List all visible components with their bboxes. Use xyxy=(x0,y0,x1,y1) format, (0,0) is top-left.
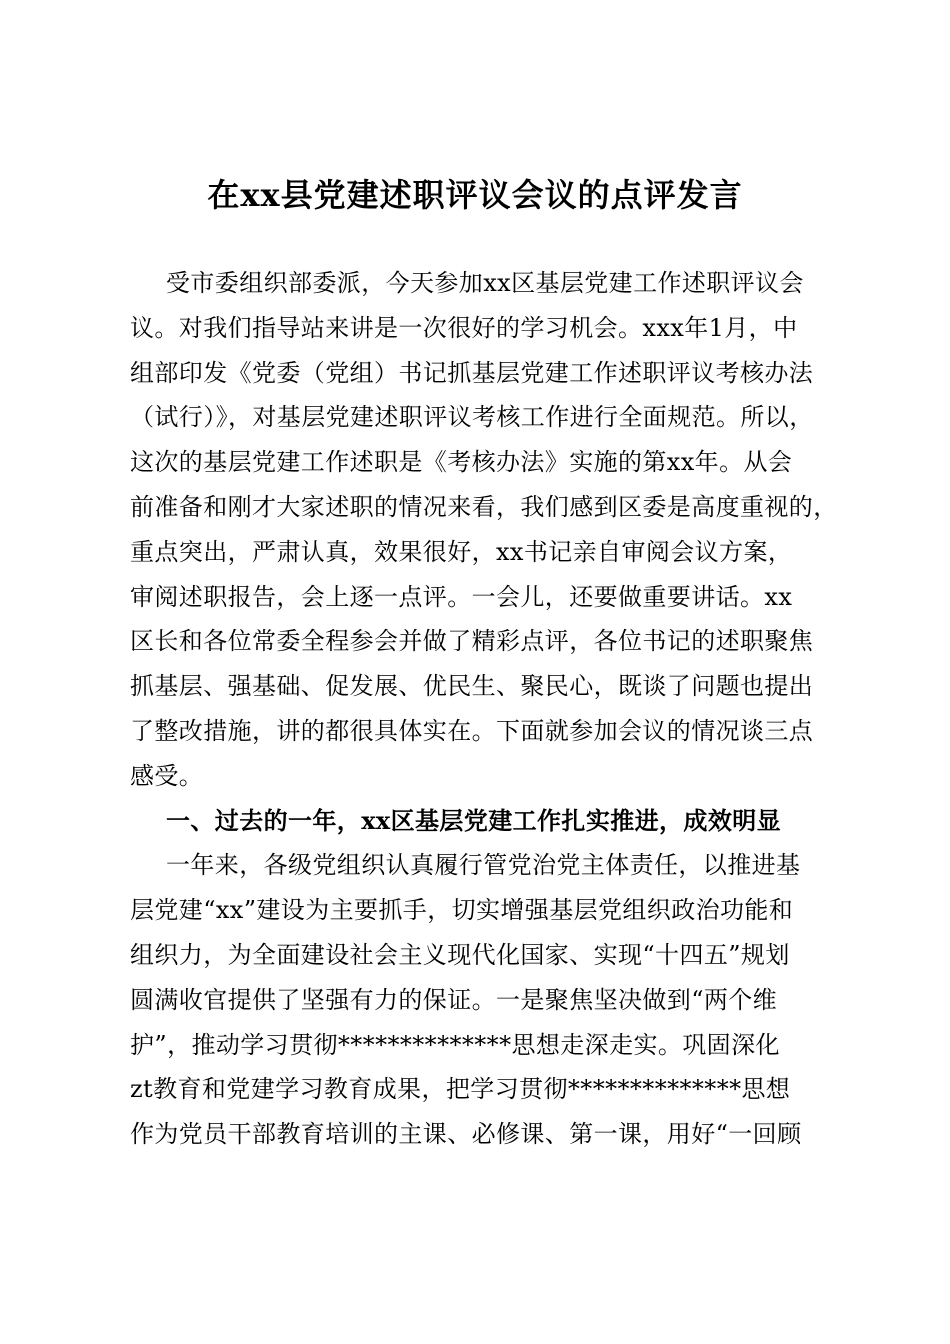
paragraph-line: zt教育和党建学习教育成果，把学习贯彻**************思想 xyxy=(130,1075,791,1104)
paragraph-line: （试行）》，对基层党建述职评议考核工作进行全面规范。所以， xyxy=(130,403,814,432)
paragraph-line: 感受。 xyxy=(130,761,204,790)
paragraph-line: 组部印发《党委（党组）书记抓基层党建工作述职评议考核办法 xyxy=(130,358,814,387)
paragraph-line: 护”，推动学习贯彻**************思想走深走实。巩固深化 xyxy=(130,1030,780,1059)
document-body xyxy=(130,261,850,1157)
paragraph-line: 作为党员干部教育培训的主课、必修课、第一课，用好“一回顾 xyxy=(130,1120,802,1149)
paragraph-line: 这次的基层党建工作述职是《考核办法》实施的第xx年。从会 xyxy=(130,448,793,477)
paragraph-line: 层党建“xx”建设为主要抓手，切实增强基层党组织政治功能和 xyxy=(130,896,794,925)
paragraph-line: 区长和各位常委全程参会并做了精彩点评，各位书记的述职聚焦 xyxy=(130,627,814,656)
paragraph-line: 一年来，各级党组织认真履行管党治党主体责任，以推进基 xyxy=(166,851,801,880)
paragraph-line: 议。对我们指导站来讲是一次很好的学习机会。xxx年1月，中 xyxy=(130,313,798,342)
document-title: 在xx县党建述职评议会议的点评发言 xyxy=(207,176,743,214)
paragraph-line: 组织力，为全面建设社会主义现代化国家、实现“十四五”规划 xyxy=(130,940,790,969)
paragraph-line: 重点突出，严肃认真，效果很好，xx书记亲自审阅会议方案， xyxy=(130,537,793,566)
paragraph-line: 受市委组织部委派，今天参加xx区基层党建工作述职评议会 xyxy=(166,269,804,297)
paragraph-line: 前准备和刚才大家述职的情况来看，我们感到区委是高度重视的， xyxy=(130,492,838,521)
section-heading: 一、过去的一年，xx区基层党建工作扎实推进，成效明显 xyxy=(166,805,782,835)
paragraph-line: 了整改措施，讲的都很具体实在。下面就参加会议的情况谈三点 xyxy=(130,716,814,745)
paragraph-line: 抓基层、强基础、促发展、优民生、聚民心，既谈了问题也提出 xyxy=(130,672,814,701)
paragraph-line: 圆满收官提供了坚强有力的保证。一是聚焦坚决做到“两个维 xyxy=(130,985,778,1014)
paragraph-line: 审阅述职报告，会上逐一点评。一会儿，还要做重要讲话。xx xyxy=(130,582,793,611)
